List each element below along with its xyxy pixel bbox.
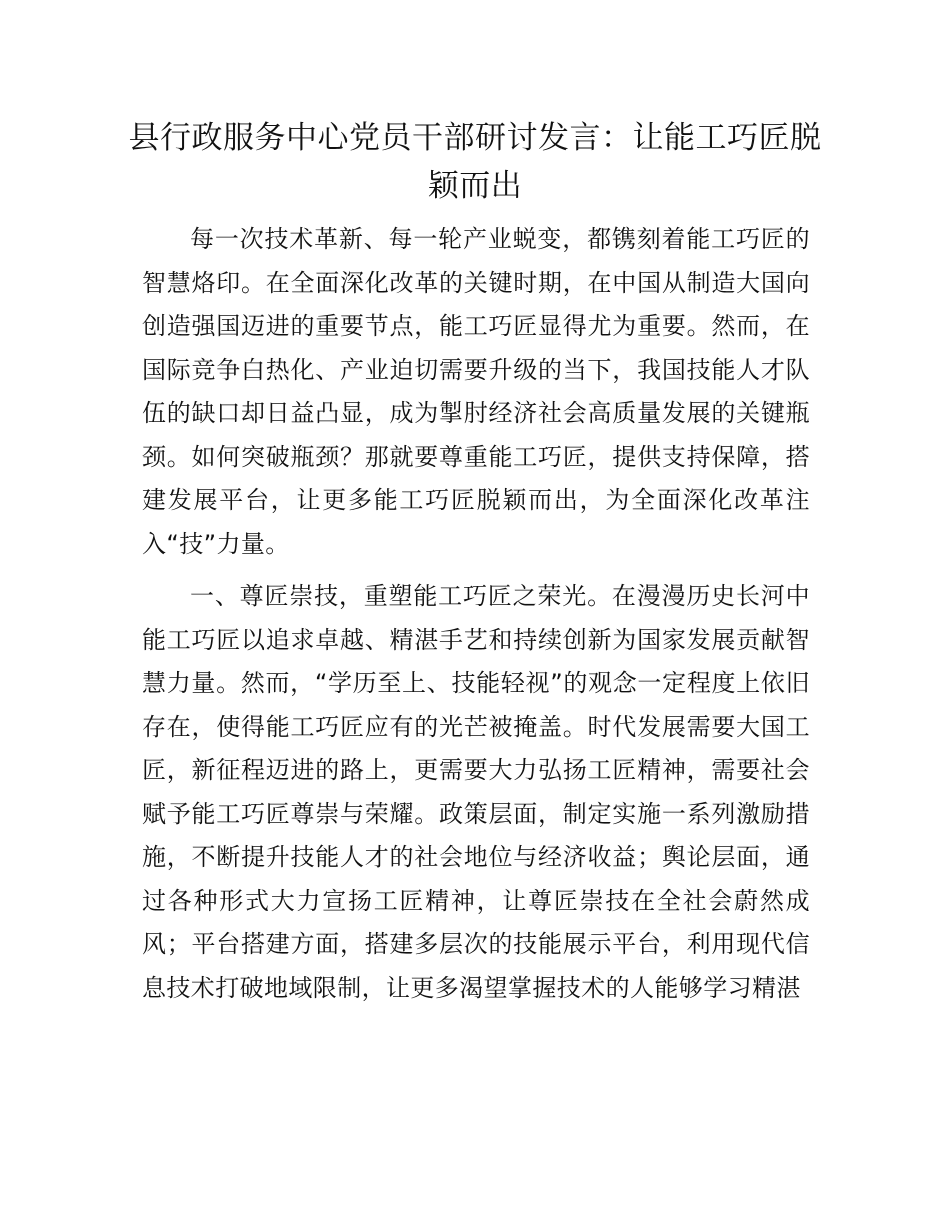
paragraph-intro: 每一次技术革新、每一轮产业蜕变，都镌刻着能工巧匠的智慧烙印。在全面深化改革的关键时期，在中国从制造大国向创造强国迈进的重要节点，能工巧匠显得尤为重要。然而，在国际竞争白热化、产业迫切需要升级的当下，我国技能人才队伍的缺口却日益凸显，成为掣肘经济社会高质量发展的关键瓶颈。如何突破瓶颈？那就要尊重能工巧匠，提供支持保障，搭建发展平台，让更多能工巧匠脱颖而出，为全面深化改革注入“技”力量。 — [142, 225, 810, 558]
paragraph-section-one: 一、尊匠崇技，重塑能工巧匠之荣光。在漫漫历史长河中能工巧匠以追求卓越、精湛手艺和持续创新为国家发展贡献智慧力量。然而，“学历至上、技能轻视”的观念一定程度上依旧存在，使得能工巧匠应有的光芒被掩盖。时代发展需要大国工匠，新征程迈进的路上，更需要大力弘扬工匠精神，需要社会赋予能工巧匠尊崇与荣耀。政策层面，制定实施一系列激励措施，不断提升技能人才的社会地位与经济收益；舆论层面，通过各种形式大力宣扬工匠精神，让尊匠崇技在全社会蔚然成风；平台搭建方面，搭建多层次的技能展示平台，利用现代信息技术打破地域限制，让更多渴望掌握技术的人能够学习精湛 — [142, 582, 810, 1002]
document-body — [142, 218, 810, 1010]
document-title: 县行政服务中心党员干部研讨发言：让能工巧匠脱颖而出 — [128, 120, 822, 204]
